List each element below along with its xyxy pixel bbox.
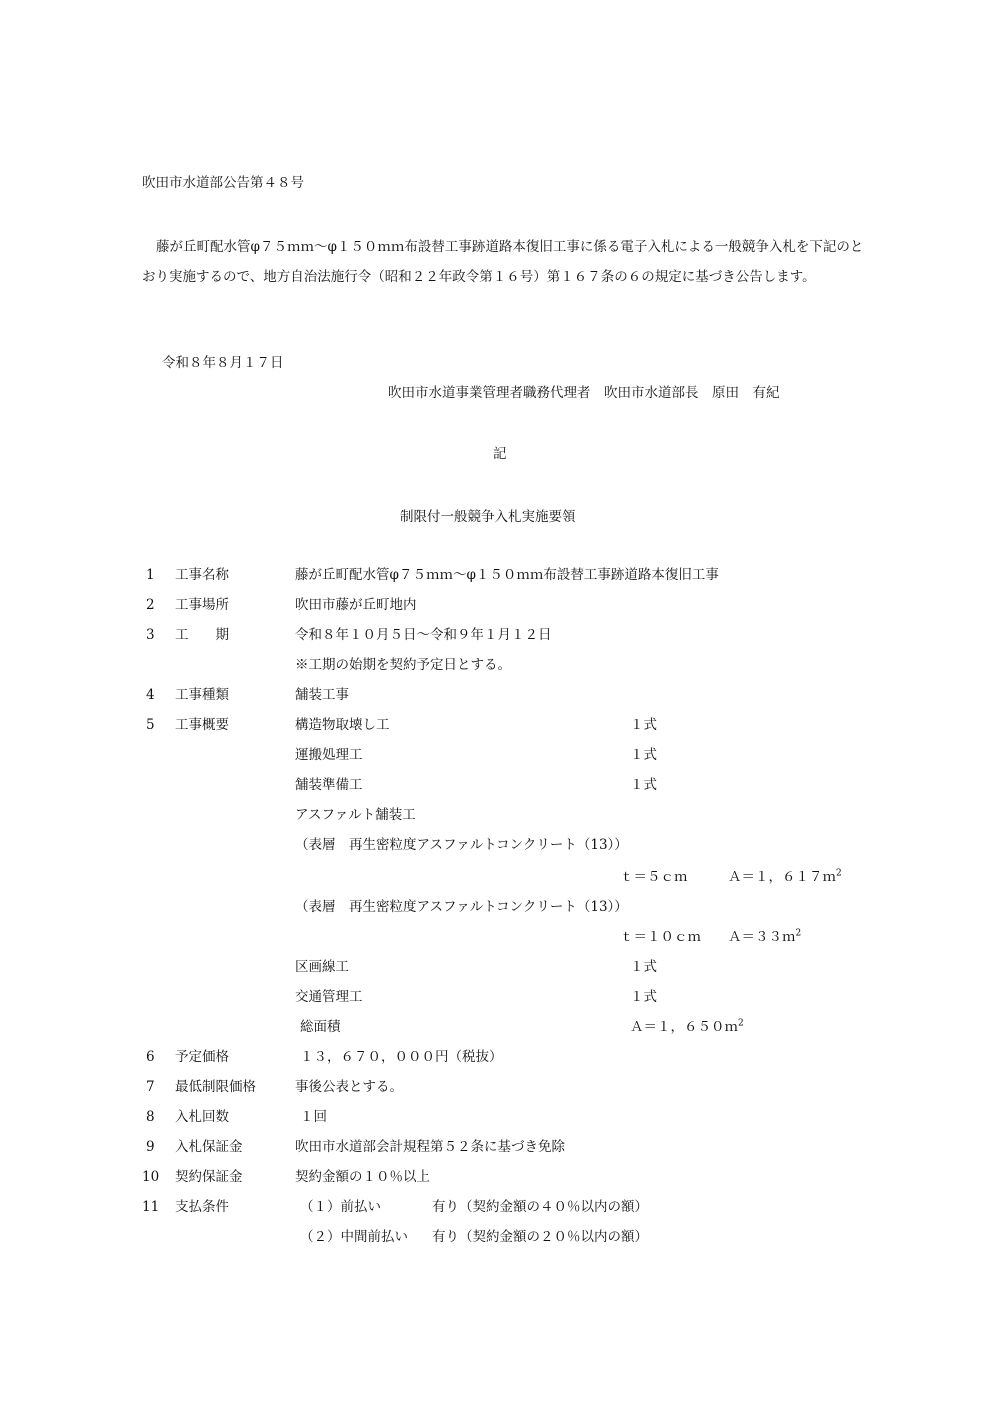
item-label: 工事場所 <box>175 597 229 613</box>
ki-marker: 記 <box>493 446 507 462</box>
item-label: 予定価格 <box>175 1049 229 1065</box>
item-label: 契約保証金 <box>175 1169 243 1185</box>
item-number: 11 <box>142 1199 160 1215</box>
work-name: 運搬処理工 <box>295 747 363 763</box>
item-number: 4 <box>146 687 155 703</box>
signer: 吹田市水道事業管理者職務代理者 吹田市水道部長 原田 有紀 <box>388 385 780 401</box>
item-label: 工事名称 <box>175 567 229 583</box>
work-qty: １式 <box>630 989 657 1005</box>
work-area <box>728 928 801 946</box>
item-number: 1 <box>146 567 155 583</box>
work-name: 交通管理工 <box>295 989 363 1005</box>
item-number: 2 <box>146 597 155 613</box>
item-label: 支払条件 <box>175 1199 229 1215</box>
work-qty: １式 <box>630 717 657 733</box>
work-qty: １式 <box>630 747 657 763</box>
item-value: 吹田市藤が丘町地内 <box>295 597 417 613</box>
item-number: 6 <box>146 1049 155 1065</box>
item-value: 舗装工事 <box>295 687 349 703</box>
item-label: 工事種類 <box>175 687 229 703</box>
unit-superscript: 2 <box>836 868 842 879</box>
total-area-value: Ａ＝１，６５０ｍ <box>630 1019 738 1035</box>
work-spec: （表層 再生密粒度アスファルトコンクリート（13）） <box>295 837 628 853</box>
unit-superscript: 2 <box>738 1018 744 1029</box>
item-value: 契約金額の１０％以上 <box>295 1169 430 1185</box>
document-subtitle: 制限付一般競争入札実施要領 <box>400 509 576 525</box>
payment-label: （２）中間前払い <box>300 1229 408 1245</box>
payment-value: 有り（契約金額の２０％以内の額） <box>432 1229 648 1245</box>
work-name: 構造物取壊し工 <box>295 717 390 733</box>
work-spec: （表層 再生密粒度アスファルトコンクリート（13）） <box>295 899 628 915</box>
work-qty: １式 <box>630 959 657 975</box>
work-area-value: Ａ＝１，６１７ｍ <box>728 869 836 885</box>
item-value: 事後公表とする。 <box>295 1079 403 1095</box>
item-number: 9 <box>146 1139 155 1155</box>
item-number: 10 <box>142 1169 160 1185</box>
work-name: 総面積 <box>300 1019 341 1035</box>
item-note: ※工期の始期を契約予定日とする。 <box>295 657 511 673</box>
item-number: 3 <box>146 627 155 643</box>
item-number: 7 <box>146 1079 155 1095</box>
work-name: 舗装準備工 <box>295 777 363 793</box>
item-label: 入札保証金 <box>175 1139 243 1155</box>
item-label: 入札回数 <box>175 1109 229 1125</box>
item-label: 最低制限価格 <box>175 1079 256 1095</box>
item-value: 令和８年１０月５日〜令和９年１月１２日 <box>295 627 552 643</box>
notice-date: 令和８年８月１７日 <box>162 355 284 371</box>
item-value: 吹田市水道部会計規程第５２条に基づき免除 <box>295 1139 565 1155</box>
unit-superscript: 2 <box>795 928 802 939</box>
payment-value: 有り（契約金額の４０％以内の額） <box>432 1199 648 1215</box>
item-value: １３，６７０，０００円（税抜） <box>300 1049 503 1065</box>
work-qty: １式 <box>630 777 657 793</box>
notice-number: 吹田市水道部公告第４８号 <box>142 175 304 191</box>
item-number: 5 <box>146 717 155 733</box>
work-area-value: Ａ＝３３ｍ <box>728 929 796 945</box>
item-value: 藤が丘町配水管φ７５ｍｍ〜φ１５０ｍｍ布設替工事跡道路本復旧工事 <box>295 567 719 583</box>
work-name: アスファルト舗装工 <box>295 807 416 823</box>
work-area <box>728 868 842 886</box>
payment-label: （１）前払い <box>300 1199 381 1215</box>
intro-paragraph: 藤が丘町配水管φ７５ｍｍ〜φ１５０ｍｍ布設替工事跡道路本復旧工事に係る電子入札による一般競争入札を下記のとおり実施するので、地方自治法施行令（昭和２２年政令第１６号）第１６７条の６の規定に基づき公告します。 <box>142 239 864 285</box>
work-name: 区画線工 <box>295 959 349 975</box>
item-number: 8 <box>146 1109 155 1125</box>
work-thickness: ｔ＝１０ｃｍ <box>620 929 701 945</box>
work-thickness: ｔ＝５ｃｍ <box>620 869 688 885</box>
item-label: 工 期 <box>175 627 229 643</box>
total-area <box>630 1018 744 1036</box>
item-label: 工事概要 <box>175 717 229 733</box>
item-value: １回 <box>300 1109 327 1125</box>
